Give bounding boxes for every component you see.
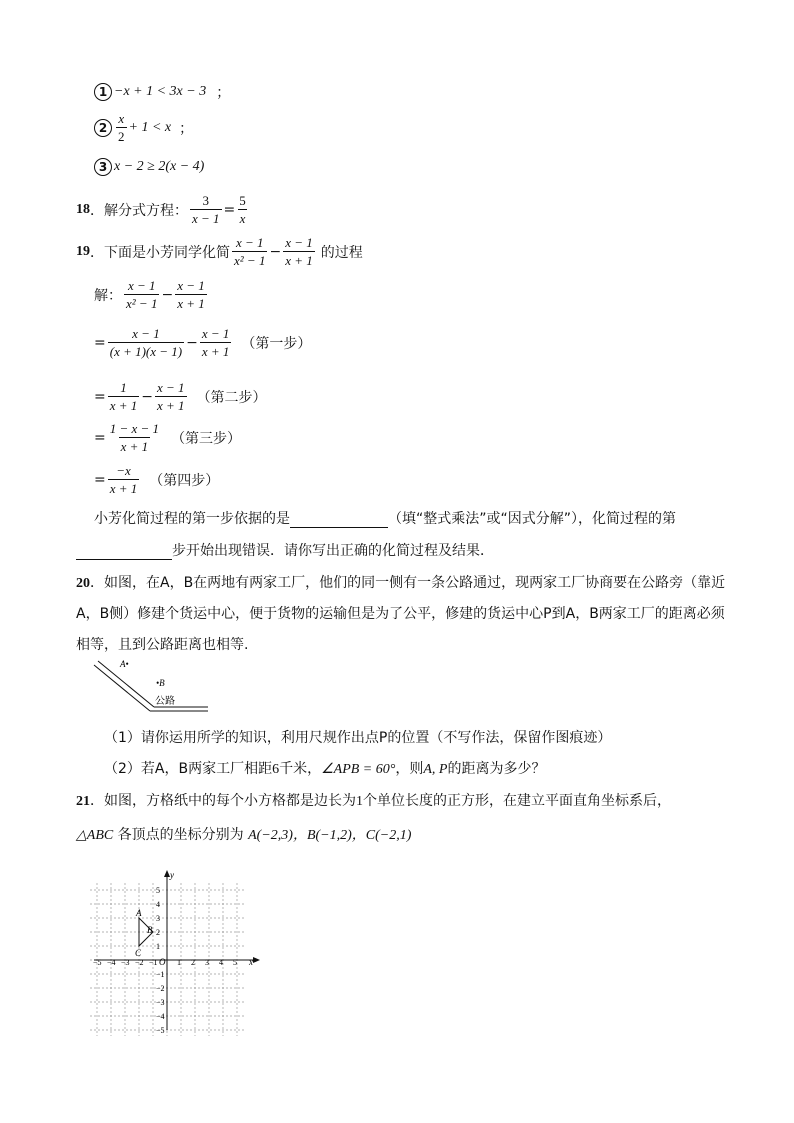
x-tick-label: 5 [233, 958, 237, 967]
numerator: x [118, 111, 125, 126]
numerator: 5 [239, 193, 246, 208]
question-18 [76, 192, 250, 227]
equals: = [94, 388, 106, 405]
step-label: （第一步） [241, 335, 312, 352]
denominator: x + 1 [157, 398, 185, 413]
q17-item-2 [94, 110, 193, 145]
x-tick-label: −5 [93, 958, 102, 967]
unit-value: 1 [356, 794, 363, 809]
fraction [116, 110, 127, 145]
answer-blank-2[interactable] [76, 545, 172, 560]
y-tick-label: 4 [156, 900, 160, 909]
denominator: x + 1 [109, 398, 138, 413]
x-tick-label: −1 [149, 958, 158, 967]
question-20-part-1 [104, 727, 611, 747]
origin-label: O [159, 957, 166, 967]
step-2 [94, 379, 267, 414]
numerator: x − 1 [285, 235, 313, 250]
fraction [237, 192, 248, 227]
equals: = [94, 471, 106, 488]
prompt-text: （填“整式乘法”或“因式分解”），化简过程的第 [388, 511, 677, 527]
question-number: 19 [76, 243, 90, 259]
road-edge [94, 665, 150, 711]
fraction [108, 420, 161, 455]
minus: − [141, 388, 154, 405]
answer-blank-1[interactable] [290, 513, 388, 528]
y-axis-label: y [170, 870, 174, 880]
numerator: −x [116, 463, 131, 478]
punctuation: ； [179, 120, 194, 137]
circled-number: 2 [94, 119, 112, 137]
vertex-b-label: B [147, 925, 153, 935]
denominator: 2 [118, 129, 125, 144]
equals: = [94, 429, 106, 446]
sub-question-text: ，则 [395, 761, 424, 777]
circled-number: 3 [94, 158, 112, 176]
step-4 [94, 462, 219, 497]
minus: − [269, 243, 282, 260]
numerator: x − 1 [177, 278, 205, 293]
denominator: x [239, 211, 246, 226]
x-tick-label: 1 [177, 958, 181, 967]
inequality: + 1 < x [128, 119, 172, 135]
y-tick-label: −3 [156, 998, 165, 1007]
question-text: ．如图，在A，B在两地有两家工厂，他们的同一侧有一条公路通过，现两家工厂协商要在公路旁（靠近A，B侧）修建个货运中心，便于货物的运输但是为了公平，修建的货运中心P到A，B两家工厂的距离必须相等，且到公路距离也相等. [76, 575, 726, 653]
y-tick-label: −4 [156, 1012, 165, 1021]
denominator: x + 1 [177, 296, 205, 311]
denominator: x² − 1 [126, 296, 158, 311]
y-tick-label: 3 [156, 914, 160, 923]
step-1 [94, 325, 311, 360]
road-figure [90, 655, 220, 721]
sub-question-text: （2）若A，B两家工厂相距 [104, 761, 273, 777]
x-tick-label: −4 [107, 958, 116, 967]
numerator: 1 − x − 1 [109, 421, 160, 436]
road-label: 公路 [155, 696, 175, 707]
prompt-text: 小芳化简过程的第一步依据的是 [94, 511, 290, 527]
question-text: 个单位长度的正方形，在建立平面直角坐标系后， [363, 793, 671, 809]
x-axis-arrow [253, 957, 260, 963]
question-19 [76, 234, 363, 269]
point-b-label: •B [156, 678, 165, 688]
equals: = [223, 201, 236, 218]
fraction [232, 234, 267, 269]
step-3 [94, 420, 241, 455]
vertex-coordinates: A(−2,3)，B(−1,2)，C(−2,1) [248, 828, 412, 843]
sub-question-text: 的距离为多少？ [447, 761, 546, 777]
coordinate-grid [90, 866, 265, 1036]
numerator: 1 [120, 380, 127, 395]
y-tick-label: 5 [156, 886, 160, 895]
fraction [108, 325, 184, 360]
y-tick-label: −1 [156, 970, 165, 979]
distance-value: 6 [272, 762, 280, 777]
fraction [190, 192, 222, 227]
denominator: (x + 1)(x − 1) [109, 344, 183, 359]
question-19-prompt-line1 [94, 508, 676, 528]
x-tick-label: −2 [135, 958, 144, 967]
fraction [155, 379, 187, 414]
x-tick-label: −3 [121, 958, 130, 967]
punctuation: ； [216, 85, 231, 101]
question-20 [76, 568, 736, 661]
step-label: （第二步） [196, 389, 267, 406]
question-21-line1 [76, 790, 671, 810]
minus: − [186, 334, 198, 351]
y-tick-label: −5 [156, 1026, 165, 1035]
question-number: 20 [76, 576, 90, 591]
numerator: x − 1 [201, 326, 230, 341]
y-tick-label: 2 [156, 928, 160, 937]
step-label: （第四步） [149, 472, 220, 489]
points-expression: A, P [423, 762, 448, 777]
question-text: ．解分式方程： [90, 202, 188, 219]
y-tick-label: −2 [156, 984, 165, 993]
question-number: 18 [76, 201, 90, 217]
sub-question-text: （1）请你运用所学的知识，利用尺规作出点P的位置（不写作法，保留作图痕迹） [104, 730, 612, 746]
inequality: −x + 1 < 3x − 3 [114, 84, 207, 99]
minus: − [161, 286, 174, 303]
question-text: ．如图，方格纸中的每个小方格都是边长为 [90, 793, 356, 809]
x-tick-label: 3 [205, 958, 209, 967]
denominator: x − 1 [192, 211, 220, 226]
solution-label: 解： [94, 287, 122, 304]
fraction [175, 277, 207, 312]
triangle-symbol: △ABC [76, 828, 114, 843]
vertex-a-label: A [136, 908, 142, 918]
numerator: 3 [202, 193, 210, 208]
point-a-label: A• [120, 659, 129, 669]
denominator: x + 1 [201, 344, 230, 359]
q17-item-1 [94, 82, 230, 102]
fraction [124, 277, 159, 312]
equals: = [94, 334, 106, 351]
fraction [283, 234, 315, 269]
solution-start [94, 277, 209, 312]
numerator: x − 1 [235, 235, 264, 250]
x-tick-label: 4 [219, 958, 223, 967]
question-19-prompt-line2 [76, 540, 494, 560]
vertex-c-label: C [135, 948, 142, 958]
fraction [108, 462, 140, 497]
inequality: x − 2 ≥ 2(x − 4) [114, 159, 205, 174]
angle-expression: ∠APB = 60° [321, 762, 396, 777]
step-label: （第三步） [171, 430, 242, 447]
circled-number: 1 [94, 83, 112, 101]
question-text: 的过程 [320, 244, 363, 261]
numerator: x − 1 [132, 326, 160, 341]
denominator: x + 1 [109, 481, 138, 496]
denominator: x + 1 [285, 253, 313, 268]
sub-question-text: 千米， [279, 761, 322, 777]
q17-item-3 [94, 158, 204, 176]
question-text: 各顶点的坐标分别为 [117, 827, 244, 843]
x-axis-label: x [249, 957, 253, 967]
question-text: ．下面是小芳同学化简 [90, 244, 230, 261]
fraction [108, 379, 140, 414]
denominator: x² − 1 [234, 253, 266, 268]
prompt-text: 步开始出现错误．请你写出正确的化简过程及结果． [172, 543, 494, 559]
question-20-part-2 [104, 758, 545, 778]
question-21-line2 [76, 824, 411, 844]
numerator: x − 1 [127, 278, 156, 293]
denominator: x + 1 [120, 439, 149, 454]
numerator: x − 1 [157, 380, 185, 395]
x-tick-label: 2 [191, 958, 195, 967]
y-tick-label: 1 [156, 942, 160, 951]
question-number: 21 [76, 794, 90, 809]
fraction [200, 325, 232, 360]
